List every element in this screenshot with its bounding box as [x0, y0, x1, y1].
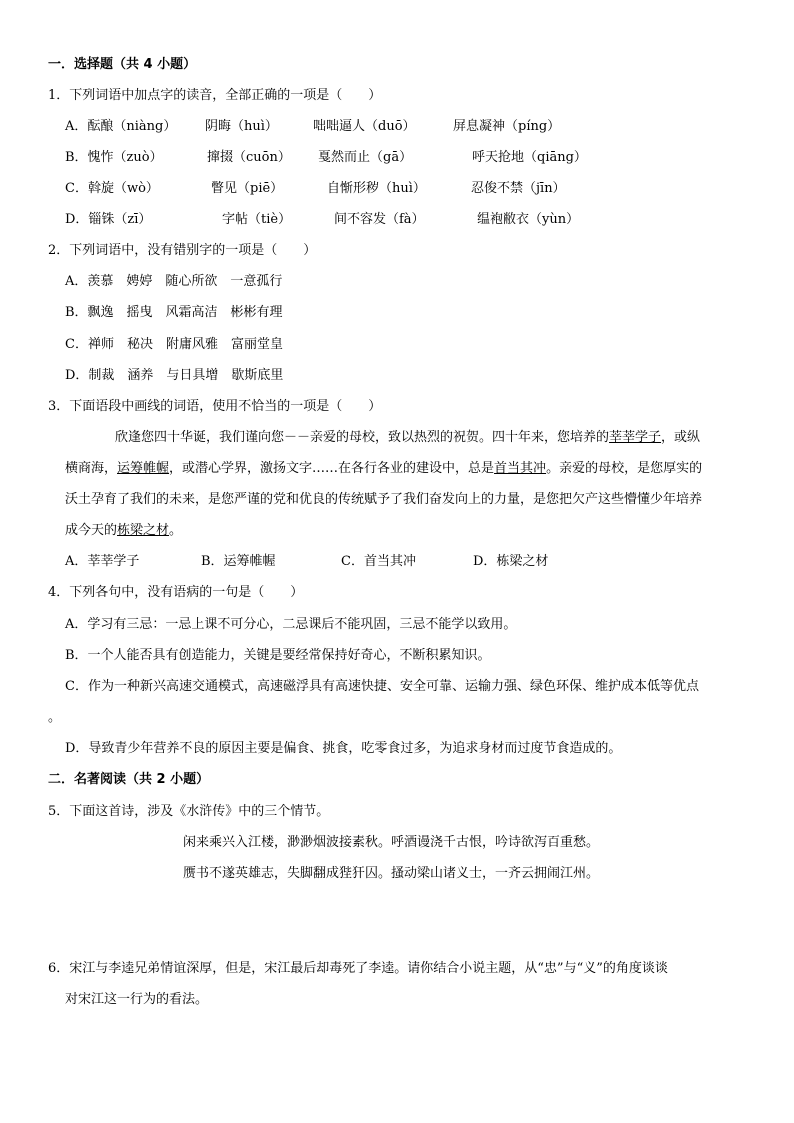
underlined-phrase-4: 栋梁之材 — [117, 523, 170, 538]
passage-text: 横商海， — [65, 461, 118, 476]
q3-passage-line-1 — [115, 429, 700, 447]
underlined-phrase-3: 首当其冲 — [494, 461, 547, 476]
question-1-stem: 1．下列词语中加点字的读音，全部正确的一项是（ ） — [48, 88, 382, 103]
q2-option-a: A．羡慕 娉婷 随心所欲 一意孤行 — [65, 274, 283, 289]
underlined-phrase-2: 运筹帷幄 — [117, 461, 170, 476]
q1-option-b-2: 撺掇（cuōn） — [207, 150, 291, 165]
q1-option-a-3: 咄咄逼人（duō） — [313, 119, 416, 134]
q2-option-b: B．飘逸 摇曳 风霜高洁 彬彬有理 — [65, 305, 283, 320]
question-3-stem: 3．下面语段中画线的词语，使用不恰当的一项是（ ） — [48, 399, 382, 414]
question-5-stem: 5．下面这首诗，涉及《水浒传》中的三个情节。 — [48, 804, 330, 819]
q4-option-a: A．学习有三忌：一忌上课不可分心，二忌课后不能巩固，三忌不能学以致用。 — [65, 617, 517, 632]
passage-text: 。亲爱的母校，是您厚实的 — [546, 461, 703, 476]
q3-option-d: D．栋梁之材 — [473, 554, 549, 569]
q1-option-b-4: 呼天抢地（qiāng） — [472, 150, 587, 165]
q1-option-a-2: 阴晦（huì） — [205, 119, 278, 134]
section-title-choice: 一．选择题（共 4 小题） — [48, 57, 197, 72]
q2-option-c: C．禅师 秘决 附庸风雅 富丽堂皇 — [65, 337, 283, 352]
q1-option-c-1: C．斡旋（wò） — [65, 181, 159, 196]
q1-option-d-1: D．锱铢（zī） — [65, 212, 152, 227]
passage-text: 成今天的 — [65, 523, 118, 538]
question-6-stem: 6．宋江与李逵兄弟情谊深厚，但是，宋江最后却毒死了李逵。请你结合小说主题，从“忠”与“义”的角度谈谈 — [48, 961, 668, 976]
q1-option-a-1: A．酝酿（niàng） — [65, 119, 177, 134]
q1-option-d-3: 间不容发（fà） — [334, 212, 425, 227]
q1-option-b-3: 戛然而止（gā） — [318, 150, 413, 165]
q1-option-d-4: 缊袍敝衣（yùn） — [477, 212, 580, 227]
underlined-phrase-1: 莘莘学子 — [609, 430, 662, 445]
q4-option-d: D．导致青少年营养不良的原因主要是偏食、挑食，吃零食过多，为追求身材而过度节食造成的。 — [65, 741, 622, 756]
passage-text: 欣逢您四十华诞，我们谨向您－－亲爱的母校，致以热烈的祝贺。四十年来，您培养的 — [115, 430, 610, 445]
q3-option-a: A．莘莘学子 — [65, 554, 140, 569]
q3-passage-line-4 — [65, 522, 182, 540]
q1-option-c-2: 瞥见（piē） — [211, 181, 284, 196]
q4-option-b: B．一个人能否具有创造能力，关键是要经常保持好奇心，不断积累知识。 — [65, 648, 491, 663]
question-4-stem: 4．下列各句中，没有语病的一句是（ ） — [48, 585, 304, 600]
passage-text: ，或纵 — [661, 430, 701, 445]
q4-option-c-continuation: 。 — [48, 710, 62, 725]
q2-option-d: D．制裁 涵养 与日具增 歇斯底里 — [65, 368, 284, 383]
passage-text: 。 — [169, 523, 183, 538]
question-6-stem-continuation: 对宋江这一行为的看法。 — [65, 992, 209, 1007]
q3-option-b: B．运筹帷幄 — [201, 554, 276, 569]
q5-poem-line-2: 赝书不遂英雄志，失脚翻成狴犴囚。搔动梁山诸义士，一齐云拥闹江州。 — [183, 866, 600, 881]
q4-option-c: C．作为一种新兴高速交通模式，高速磁浮具有高速快捷、安全可靠、运输力强、绿色环保、维护成本低等优点 — [65, 679, 699, 694]
q5-poem-line-1: 闲来乘兴入江楼，渺渺烟波接素秋。呼酒谩浇千古恨，吟诗欲泻百重愁。 — [183, 835, 600, 850]
q3-passage-line-3: 沃土孕育了我们的未来，是您严谨的党和优良的传统赋予了我们奋发向上的力量，是您把欠产这些懵懂少年培养 — [65, 492, 703, 507]
q1-option-c-4: 忍俊不禁（jīn） — [471, 181, 566, 196]
q3-option-c: C．首当其冲 — [341, 554, 416, 569]
q1-option-a-4: 屏息凝神（píng） — [453, 119, 561, 134]
q3-passage-line-2 — [65, 460, 702, 478]
q1-option-c-3: 自惭形秽（huì） — [327, 181, 426, 196]
question-2-stem: 2．下列词语中，没有错别字的一项是（ ） — [48, 243, 317, 258]
section-title-reading: 二．名著阅读（共 2 小题） — [48, 772, 210, 787]
passage-text: ，或潜心学界，激扬文字……在各行各业的建设中，总是 — [169, 461, 495, 476]
q1-option-b-1: B．愧怍（zuò） — [65, 150, 163, 165]
q1-option-d-2: 字帖（tiè） — [222, 212, 292, 227]
